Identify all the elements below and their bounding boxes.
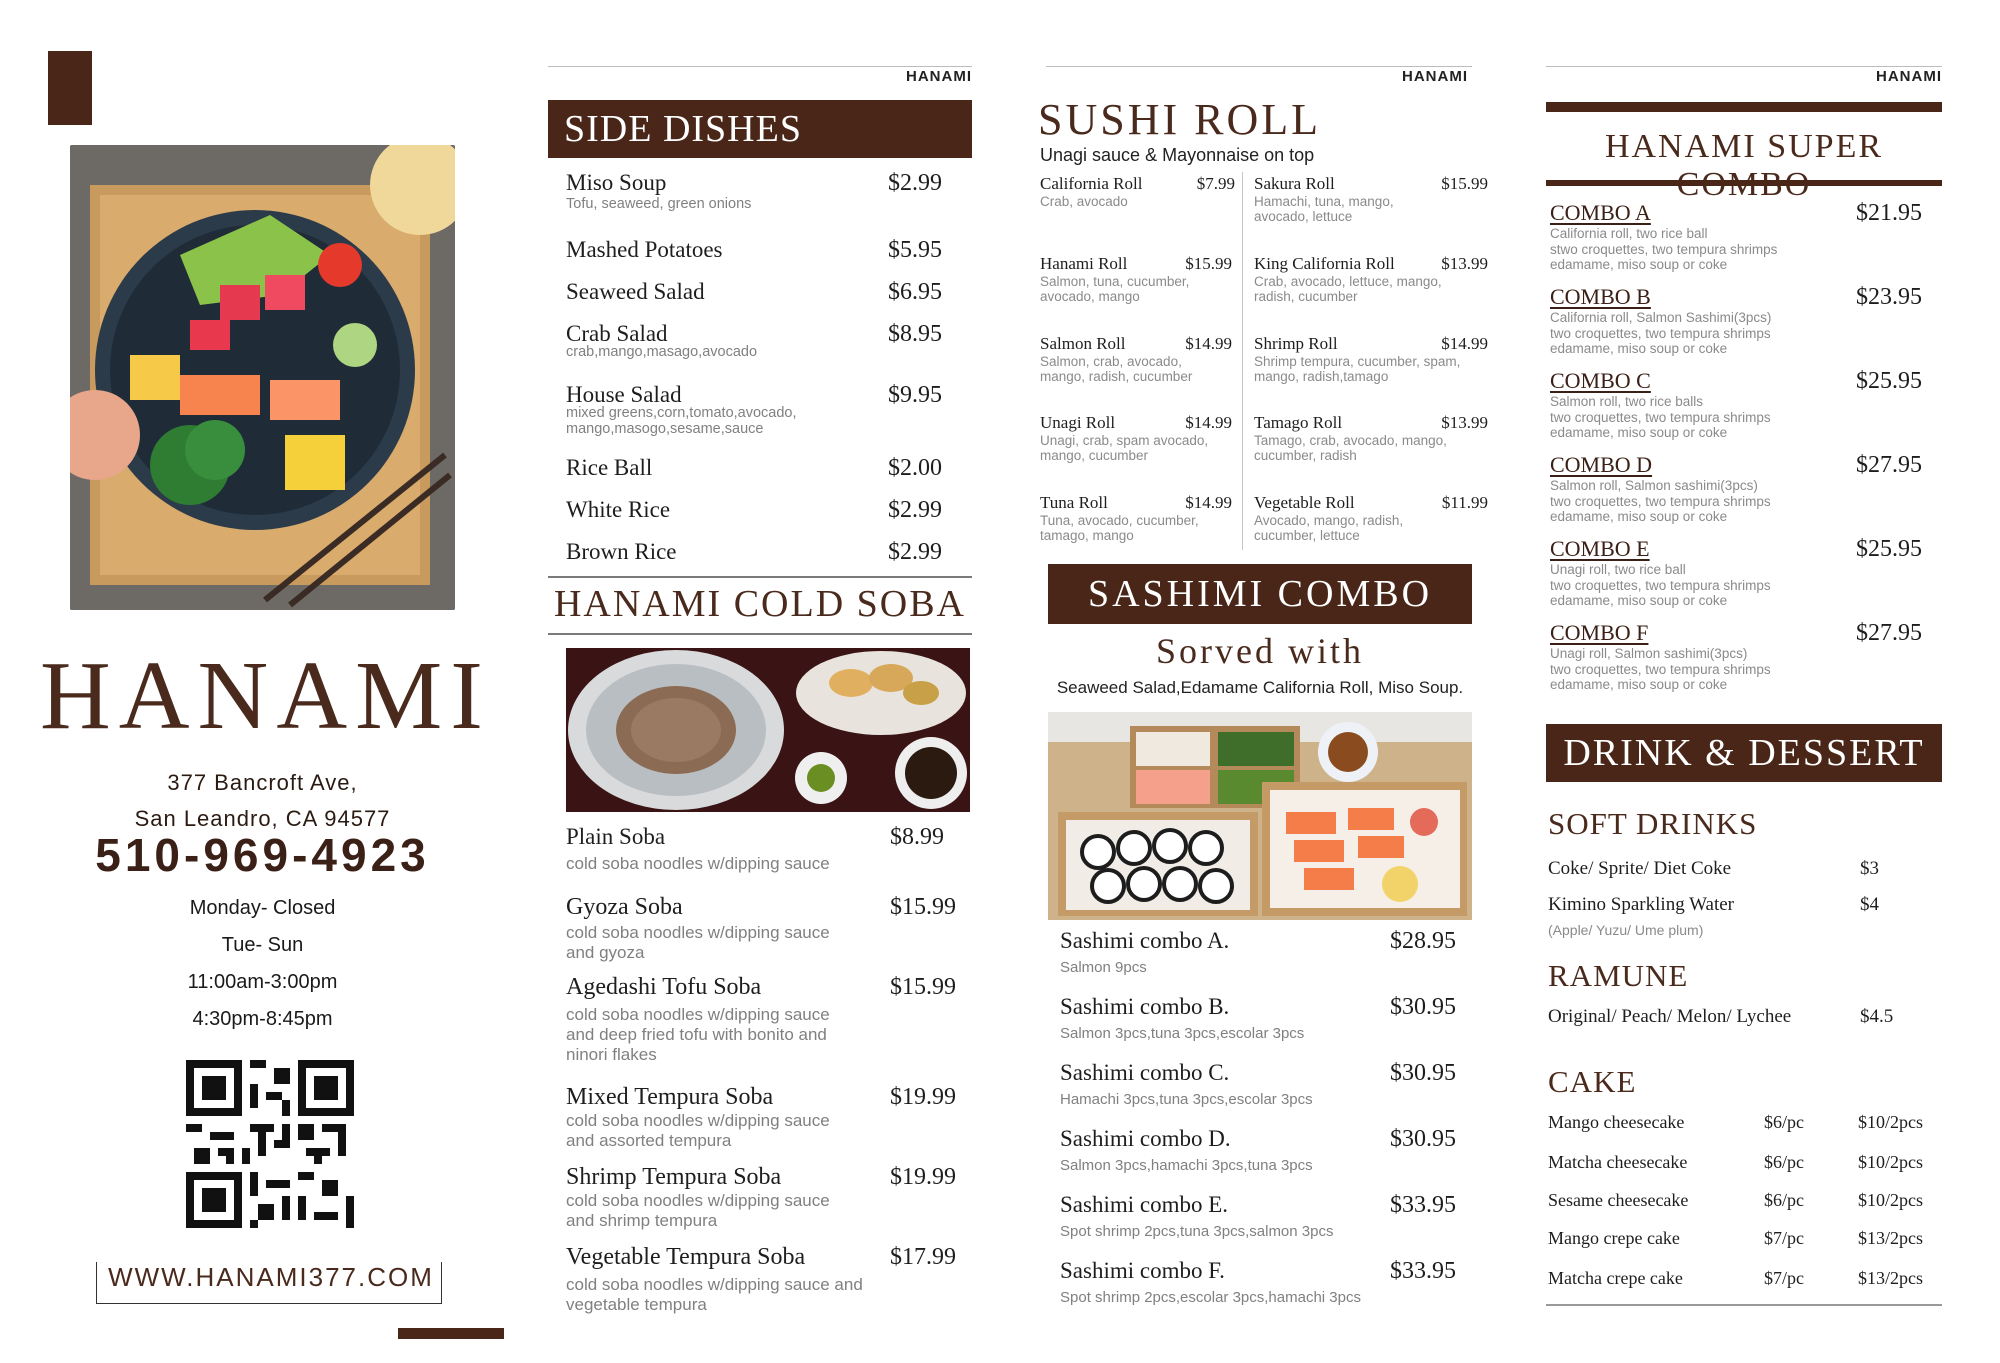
list-item: Plain Soba cold soba noodles w/dipping sauce (566, 824, 830, 873)
page-header-rule (548, 66, 972, 67)
list-item: COMBO B California roll, Salmon Sashimi(3pcs) two croquettes, two tempura shrimps edamame, miso soup or coke (1550, 284, 1772, 356)
cake-price-double: $13/2pcs (1858, 1268, 1923, 1288)
list-item: Gyoza Soba cold soba noodles w/dipping sauce and gyoza (566, 894, 830, 962)
address-line-1: 377 Bancroft Ave, (167, 770, 358, 795)
served-with-heading: Sorved with (1156, 631, 1364, 671)
list-item: King California Roll $13.99 Crab, avocado, lettuce, mango, radish, cucumber (1254, 254, 1488, 304)
combo-price: $21.95 (1856, 200, 1922, 226)
section-rule (548, 576, 972, 578)
item-name: Mashed Potatoes (566, 237, 723, 262)
list-item: House Salad mixed greens,corn,tomato,avocado, mango,masogo,sesame,sauce (566, 382, 797, 437)
combo-price: $25.95 (1856, 368, 1922, 394)
served-with-text: Seaweed Salad,Edamame California Roll, Miso Soup. (1056, 678, 1464, 697)
list-item: Sashimi combo D. Salmon 3pcs,hamachi 3pcs,tuna 3pcs (1060, 1126, 1313, 1174)
list-item: Vegetable Tempura Soba cold soba noodles w/dipping sauce and vegetable tempura (566, 1244, 863, 1314)
list-item: Hanami Roll $15.99 Salmon, tuna, cucumber, avocado, mango (1040, 254, 1232, 304)
item-price: $30.95 (1390, 994, 1456, 1020)
drink-note: (Apple/ Yuzu/ Ume plum) (1548, 922, 1704, 938)
item-price: $15.99 (890, 894, 956, 920)
list-item: COMBO F Unagi roll, Salmon sashimi(3pcs) two croquettes, two tempura shrimps edamame, miso soup or coke (1550, 620, 1771, 692)
section-rule (548, 633, 972, 635)
cake-name: Matcha crepe cake (1548, 1268, 1683, 1288)
cake-name: Mango crepe cake (1548, 1228, 1680, 1248)
item-price: $8.99 (890, 824, 944, 850)
cake-name: Mango cheesecake (1548, 1112, 1685, 1132)
item-name: Brown Rice (566, 539, 677, 564)
cake-price-single: $6/pc (1764, 1190, 1804, 1210)
list-item: Agedashi Tofu Soba cold soba noodles w/dipping sauce and deep fried tofu with bonito and ninori flakes (566, 974, 830, 1064)
list-item: Sakura Roll $15.99 Hamachi, tuna, mango, avocado, lettuce (1254, 174, 1488, 224)
restaurant-name: HANAMI (40, 642, 491, 750)
qr-code[interactable] (186, 1060, 354, 1228)
item-price: $2.99 (888, 170, 942, 196)
item-price: $19.99 (890, 1084, 956, 1110)
cake-price-double: $10/2pcs (1858, 1190, 1923, 1210)
hours-line: Tue- Sun (221, 934, 304, 956)
cake-price-single: $7/pc (1764, 1228, 1804, 1248)
sushi-roll-subtitle: Unagi sauce & Mayonnaise on top (1040, 145, 1315, 165)
drink-name: Kimino Sparkling Water (1548, 894, 1734, 915)
sashimi-combo-banner (1048, 564, 1472, 624)
cake-name: Matcha cheesecake (1548, 1152, 1688, 1172)
list-item: Sashimi combo A. Salmon 9pcs (1060, 928, 1230, 976)
cake-price-single: $6/pc (1764, 1112, 1804, 1132)
list-item: Sashimi combo B. Salmon 3pcs,tuna 3pcs,escolar 3pcs (1060, 994, 1305, 1042)
cake-heading: CAKE (1548, 1064, 1637, 1099)
ramune-price: $4.5 (1860, 1006, 1894, 1027)
list-item: Sashimi combo F. Spot shrimp 2pcs,escolar 3pcs,hamachi 3pcs (1060, 1258, 1361, 1306)
hours-line: 11:00am-3:00pm (187, 971, 338, 993)
soba-photo (566, 648, 970, 812)
sushi-roll-title: SUSHI ROLL (1038, 95, 1322, 144)
item-price: $33.95 (1390, 1192, 1456, 1218)
sashimi-combo-title: SASHIMI COMBO (1087, 573, 1433, 615)
drink-price: $4 (1860, 894, 1879, 915)
page-label: HANAMI (906, 68, 972, 85)
item-price: $2.99 (888, 497, 942, 523)
list-item: Salmon Roll $14.99 Salmon, crab, avocado, mango, radish, cucumber (1040, 334, 1232, 384)
cake-price-double: $10/2pcs (1858, 1152, 1923, 1172)
list-item: Tuna Roll $14.99 Tuna, avocado, cucumber, tamago, mango (1040, 493, 1232, 543)
item-price: $2.99 (888, 539, 942, 565)
combo-price: $23.95 (1856, 284, 1922, 310)
item-name: Seaweed Salad (566, 279, 705, 304)
corner-tab-block (48, 51, 92, 125)
side-dishes-title: SIDE DISHES (564, 108, 802, 150)
item-price: $9.95 (888, 382, 942, 408)
item-price: $6.95 (888, 279, 942, 305)
hours-line: 4:30pm-8:45pm (192, 1008, 333, 1030)
cake-price-single: $6/pc (1764, 1152, 1804, 1172)
item-price: $17.99 (890, 1244, 956, 1270)
list-item: Sashimi combo E. Spot shrimp 2pcs,tuna 3pcs,salmon 3pcs (1060, 1192, 1334, 1240)
drink-dessert-banner (1546, 724, 1942, 782)
list-item: Miso Soup Tofu, seaweed, green onions (566, 170, 752, 212)
list-item: COMBO D Salmon roll, Salmon sashimi(3pcs) two croquettes, two tempura shrimps edamame, miso soup or coke (1550, 452, 1771, 524)
item-price: $15.99 (890, 974, 956, 1000)
ramune-heading: RAMUNE (1548, 958, 1689, 993)
cake-name: Sesame cheesecake (1548, 1190, 1689, 1210)
poke-bowl-photo (70, 145, 455, 610)
item-price: $30.95 (1390, 1126, 1456, 1152)
page-header-rule (1546, 66, 1942, 67)
item-price: $19.99 (890, 1164, 956, 1190)
list-item: Crab Salad crab,mango,masago,avocado (566, 321, 758, 360)
sushi-column-divider (1242, 172, 1243, 550)
item-name: Rice Ball (566, 455, 653, 480)
cold-soba-title: HANAMI COLD SOBA (553, 583, 967, 625)
hours-line: Monday- Closed (189, 897, 336, 919)
list-item: Shrimp Roll $14.99 Shrimp tempura, cucumber, spam, mango, radish,tamago (1254, 334, 1488, 384)
list-item: Vegetable Roll $11.99 Avocado, mango, radish, cucumber, lettuce (1254, 493, 1488, 543)
list-item: California Roll $7.99 Crab, avocado (1040, 174, 1235, 209)
list-item: COMBO A California roll, two rice ball stwo croquettes, two tempura shrimps edamame, miso soup or coke (1550, 200, 1778, 272)
item-price: $30.95 (1390, 1060, 1456, 1086)
item-price: $2.00 (888, 455, 942, 481)
dessert-bottom-rule (1546, 1304, 1942, 1306)
item-price: $5.95 (888, 237, 942, 263)
super-combo-title: HANAMI SUPER (1604, 128, 1884, 165)
page-label: HANAMI (1876, 68, 1942, 85)
drink-dessert-title: DRINK & DESSERT (1563, 732, 1925, 774)
sashimi-combo-photo (1048, 712, 1472, 920)
combo-price: $27.95 (1856, 620, 1922, 646)
combo-price: $27.95 (1856, 452, 1922, 478)
item-price: $8.95 (888, 321, 942, 347)
website-link[interactable]: WWW.HANAMI377.COM (106, 1262, 436, 1293)
item-name: White Rice (566, 497, 671, 522)
drink-price: $3 (1860, 858, 1879, 879)
combo-top-bar (1546, 102, 1942, 112)
footer-accent-bar (398, 1328, 504, 1339)
list-item: Tamago Roll $13.99 Tamago, crab, avocado, mango, cucumber, radish (1254, 413, 1488, 463)
phone-number[interactable]: 510-969-4923 (95, 829, 430, 881)
list-item: COMBO C Salmon roll, two rice balls two croquettes, two tempura shrimps edamame, miso soup or coke (1550, 368, 1771, 440)
list-item: Unagi Roll $14.99 Unagi, crab, spam avocado, mango, cucumber (1040, 413, 1232, 463)
page-label: HANAMI (1402, 68, 1468, 85)
cake-price-single: $7/pc (1764, 1268, 1804, 1288)
combo-price: $25.95 (1856, 536, 1922, 562)
soft-drinks-heading: SOFT DRINKS (1548, 806, 1758, 841)
combo-bottom-bar (1546, 180, 1942, 186)
address-line-2: San Leandro, CA 94577 (134, 806, 391, 831)
list-item: Mixed Tempura Soba cold soba noodles w/dipping sauce and assorted tempura (566, 1084, 830, 1150)
item-price: $33.95 (1390, 1258, 1456, 1284)
list-item: Shrimp Tempura Soba cold soba noodles w/dipping sauce and shrimp tempura (566, 1164, 830, 1230)
item-price: $28.95 (1390, 928, 1456, 954)
cake-price-double: $10/2pcs (1858, 1112, 1923, 1132)
cake-price-double: $13/2pcs (1858, 1228, 1923, 1248)
drink-name: Coke/ Sprite/ Diet Coke (1548, 858, 1732, 879)
side-dishes-banner (548, 100, 972, 158)
list-item: Sashimi combo C. Hamachi 3pcs,tuna 3pcs,escolar 3pcs (1060, 1060, 1313, 1108)
page-header-rule (1046, 66, 1472, 67)
list-item: COMBO E Unagi roll, two rice ball two croquettes, two tempura shrimps edamame, miso soup or coke (1550, 536, 1771, 608)
ramune-flavors: Original/ Peach/ Melon/ Lychee (1548, 1006, 1792, 1027)
